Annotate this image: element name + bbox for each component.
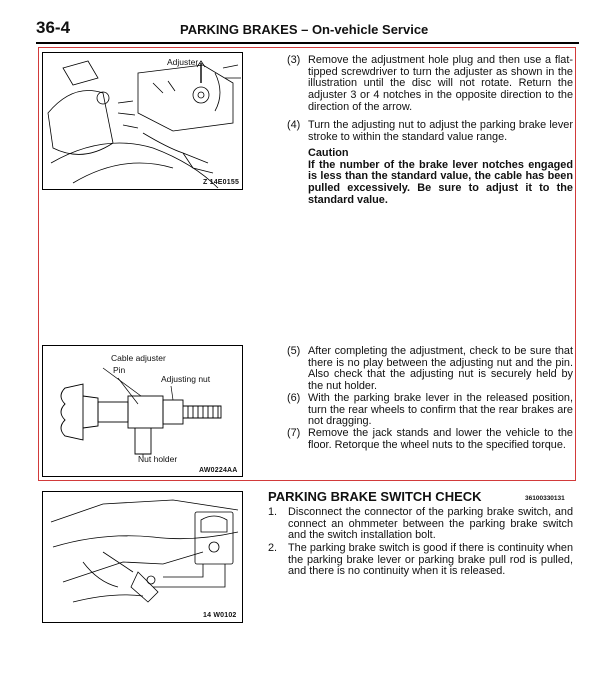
caution-text: If the number of the brake lever notches engaged is less than the standard value, the cable has been pulled excessively. Be sure to adjust it to the standard value. [308, 158, 573, 206]
figure-brake-adjuster [42, 52, 243, 190]
step-number: (5) [287, 345, 301, 357]
step-4 [287, 120, 573, 143]
step-number: 1. [268, 506, 278, 518]
page-title: PARKING BRAKES – On-vehicle Service [180, 22, 429, 37]
caution-box [308, 148, 573, 207]
switch-step-1 [268, 507, 573, 542]
brake-adjuster-illustration [43, 53, 243, 190]
step-text: Remove the jack stands and lower the vehicle to the floor. Retorque the wheel nuts to the specified torque. [308, 427, 573, 451]
figure-parking-brake-switch [42, 491, 243, 623]
step-7 [287, 428, 573, 451]
step-number: (3) [287, 54, 301, 66]
step-text: After completing the adjustment, check to be sure that there is no play between the adjusting nut and the pin. Also check that the adjusting nut is securely held by the nut holder. [308, 345, 573, 393]
page-number: 36-4 [36, 18, 71, 37]
step-number: (6) [287, 392, 301, 404]
step-text: Disconnect the connector of the parking brake switch, and connect an ohmmeter between the parking brake switch and the switch installation bolt. [288, 506, 573, 542]
nut-holder-label: Nut holder [138, 454, 178, 464]
parking-brake-switch-illustration [43, 492, 243, 623]
step-number: (7) [287, 427, 301, 439]
cable-adjuster-label: Cable adjuster [111, 353, 166, 363]
step-text: Turn the adjusting nut to adjust the parking brake lever stroke to within the standard value range. [308, 119, 573, 143]
step-text: Remove the adjustment hole plug and then use a flat-tipped screwdriver to turn the adjuster as shown in the illustration until the disc will not rotate. Return the adjuster 3 or 4 notches in the opposite direction to the direction of the arrow. [308, 54, 573, 113]
step-number: (4) [287, 119, 301, 131]
header-rule [36, 42, 579, 44]
step-5 [287, 346, 573, 393]
caution-heading: Caution [308, 147, 349, 159]
step-3 [287, 55, 573, 114]
section-code: 36100330131 [525, 495, 565, 502]
step-number: 2. [268, 542, 278, 554]
figure-code: 14 W0102 [203, 612, 237, 619]
figure-cable-adjuster [42, 345, 243, 477]
adjusting-nut-label: Adjusting nut [161, 374, 211, 384]
step-6 [287, 393, 573, 428]
figure-code: AW0224AA [199, 467, 238, 474]
switch-step-2 [268, 543, 573, 578]
pin-label: Pin [113, 365, 126, 375]
step-text: With the parking brake lever in the released position, turn the rear wheels to confirm that the rear brakes are not dragging. [308, 392, 573, 428]
step-text: The parking brake switch is good if there is continuity when the parking brake lever or parking brake pull rod is pulled, and there is no continuity when it is released. [288, 542, 573, 578]
section-title: PARKING BRAKE SWITCH CHECK [268, 489, 482, 504]
adjuster-label: Adjuster [167, 57, 199, 67]
figure-code: Z 14E0155 [203, 179, 240, 186]
